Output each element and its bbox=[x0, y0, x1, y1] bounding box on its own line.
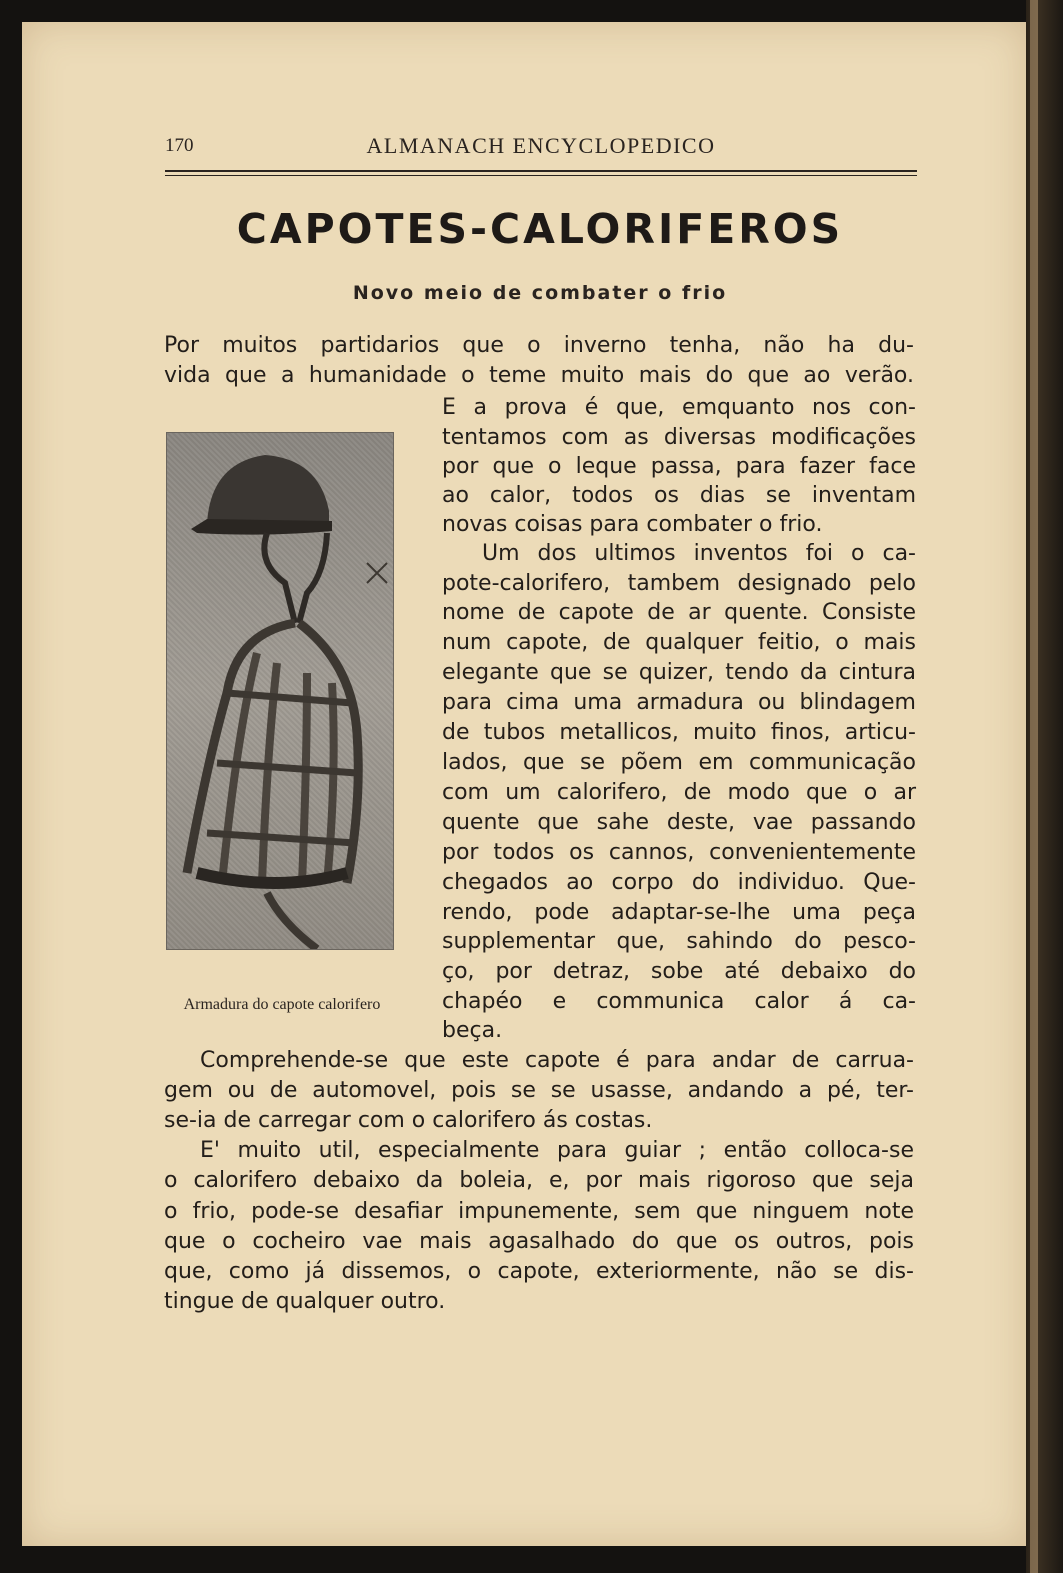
closing-line: o frio, pode-se desafiar impunemente, sem que ninguem note bbox=[164, 1199, 914, 1224]
column-line: chapéo e communica calor á ca- bbox=[442, 989, 916, 1014]
article-title: CAPOTES-CALORIFEROS bbox=[236, 205, 844, 253]
column-line: beça. bbox=[442, 1018, 503, 1043]
column-line: por todos os cannos, convenientemente bbox=[442, 840, 916, 865]
column-line: num capote, de qualquer feitio, o mais bbox=[442, 630, 916, 655]
spine-binding-strip bbox=[1030, 0, 1038, 1573]
article-subtitle: Novo meio de combater o frio bbox=[352, 282, 728, 304]
column-line: por que o leque passa, para fazer face bbox=[442, 454, 916, 479]
column-line: E a prova é que, emquanto nos con- bbox=[442, 395, 916, 420]
figure-caption: Armadura do capote calorifero bbox=[183, 996, 381, 1013]
closing-line: tingue de qualquer outro. bbox=[164, 1289, 446, 1314]
running-title: ALMANACH ENCYCLOPEDICO bbox=[366, 133, 716, 158]
illustration-heated-coat-frame bbox=[166, 432, 394, 950]
column-line: supplementar que, sahindo do pesco- bbox=[442, 929, 916, 954]
column-line: rendo, pode adaptar-se-lhe uma peça bbox=[442, 900, 916, 925]
closing-line: se-ia de carregar com o calorifero ás costas. bbox=[164, 1108, 653, 1133]
column-line: tentamos com as diversas modificações bbox=[442, 425, 916, 450]
column-line: novas coisas para combater o frio. bbox=[442, 512, 823, 537]
closing-line: o calorifero debaixo da boleia, e, por mais rigoroso que seja bbox=[164, 1168, 914, 1193]
running-header bbox=[165, 131, 917, 161]
hat-crown bbox=[207, 455, 329, 525]
column-line: de tubos metallicos, muito finos, articu- bbox=[442, 720, 916, 745]
column-line: ço, por detraz, sobe até debaixo do bbox=[442, 959, 916, 984]
header-rule-thin bbox=[165, 175, 917, 176]
intro-line: vida que a humanidade o teme muito mais do que ao verão. bbox=[164, 363, 914, 388]
column-line: quente que sahe deste, vae passando bbox=[442, 810, 916, 835]
column-line: pote-calorifero, tambem designado pelo bbox=[442, 571, 916, 596]
closing-line: E' muito util, especialmente para guiar ; então colloca-se bbox=[200, 1138, 914, 1163]
closing-line: que o cocheiro vae mais agasalhado do que os outros, pois bbox=[164, 1229, 914, 1254]
closing-line: Comprehende-se que este capote é para andar de carrua- bbox=[200, 1048, 914, 1073]
coat-frame-drawing bbox=[167, 433, 393, 949]
column-line: para cima uma armadura ou blindagem bbox=[442, 690, 916, 715]
column-line: Um dos ultimos inventos foi o ca- bbox=[482, 541, 916, 566]
hat-brim bbox=[191, 519, 332, 535]
column-line: com um calorifero, de modo que o ar bbox=[442, 780, 916, 805]
header-rule-thick bbox=[165, 170, 917, 172]
closing-line: gem ou de automovel, pois se se usasse, andando a pé, ter- bbox=[164, 1078, 914, 1103]
intro-line: Por muitos partidarios que o inverno tenha, não ha du- bbox=[164, 333, 914, 358]
column-line: nome de capote de ar quente. Consiste bbox=[442, 600, 916, 625]
column-line: chegados ao corpo do individuo. Que- bbox=[442, 870, 916, 895]
column-line: elegante que se quizer, tendo da cintura bbox=[442, 660, 916, 685]
closing-line: que, como já dissemos, o capote, exteriormente, não se dis- bbox=[164, 1259, 914, 1284]
column-line: ao calor, todos os dias se inventam bbox=[442, 483, 916, 508]
column-line: lados, que se põem em communicação bbox=[442, 750, 916, 775]
page-number: 170 bbox=[165, 135, 194, 156]
